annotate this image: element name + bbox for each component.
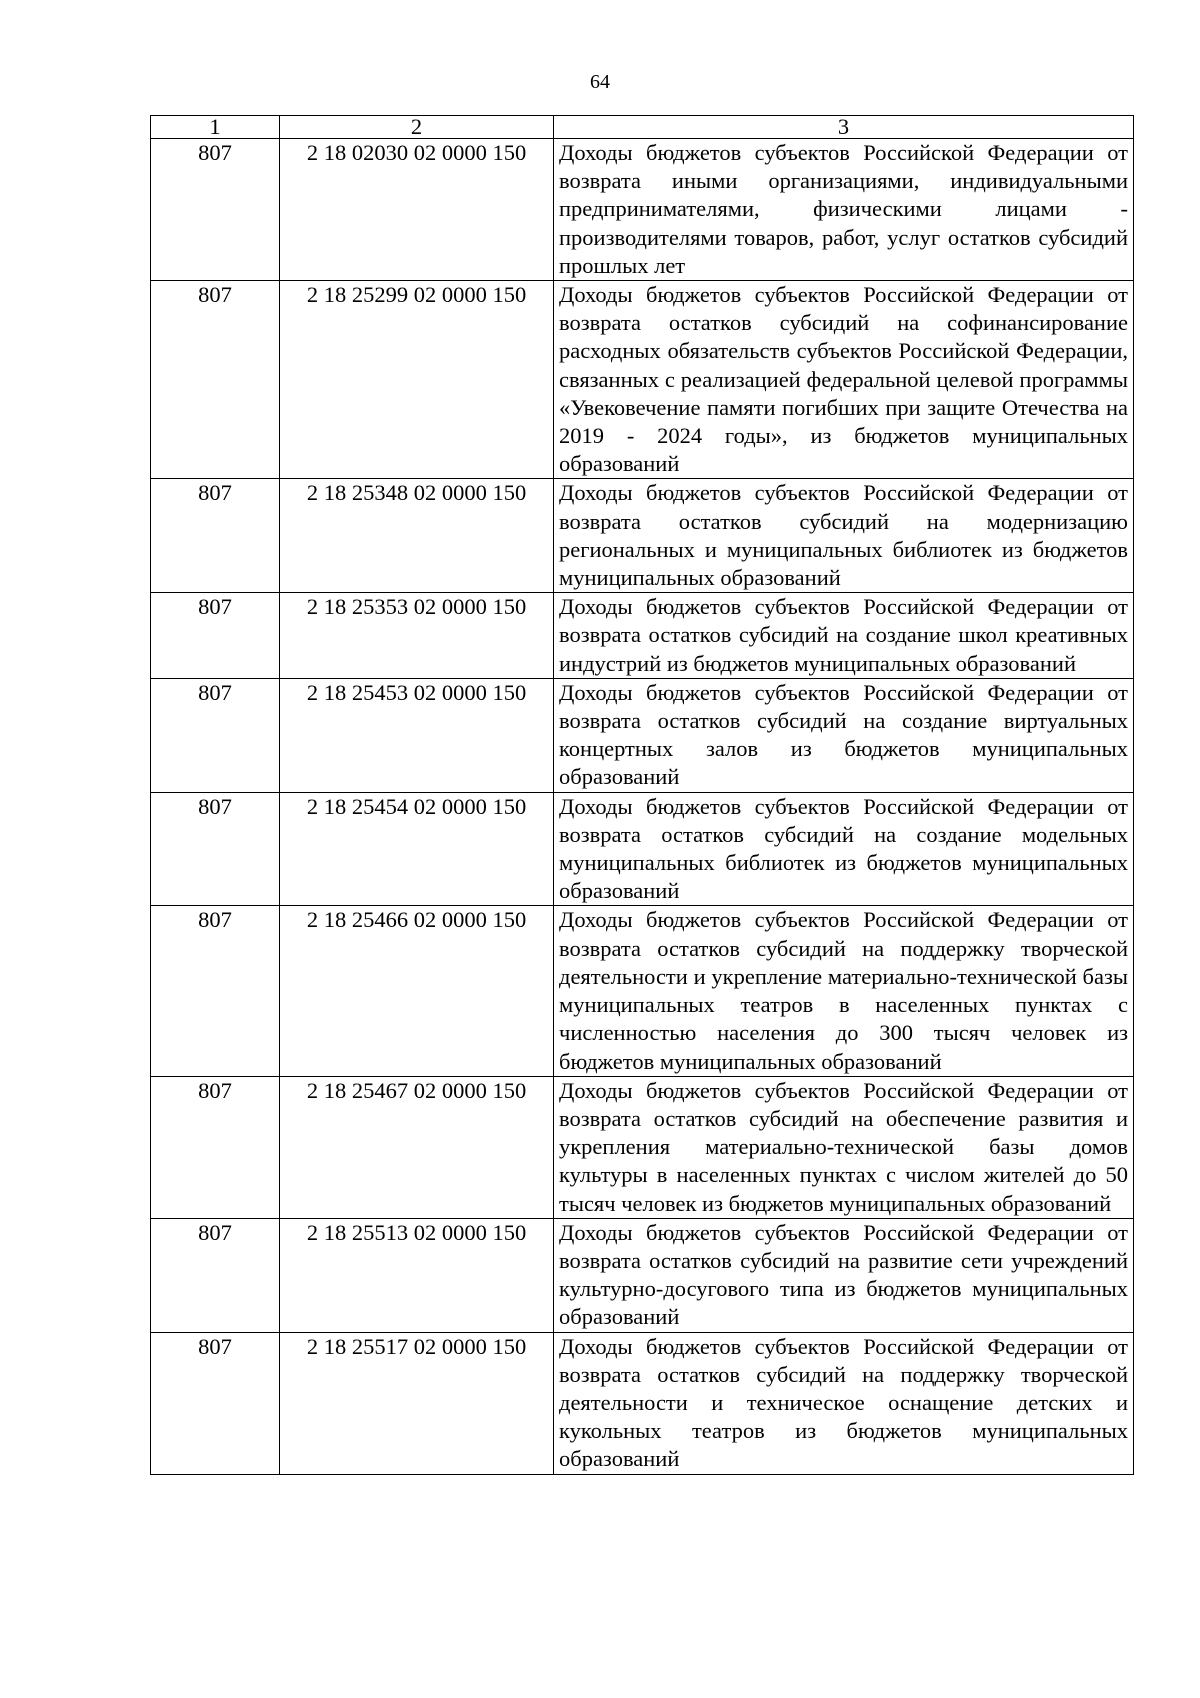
description-cell: Доходы бюджетов субъектов Российской Федерации от возврата остатков субсидий на создание школ креативных индустрий из бюджетов муниципальных образований [554,593,1134,679]
table-row [151,281,1134,479]
kbk-code-cell: 2 18 02030 02 0000 150 [280,139,554,281]
description-cell: Доходы бюджетов субъектов Российской Федерации от возврата иными организациями, индивидуальными предпринимателями, физическими лицами - производителями товаров, работ, услуг остатков субсидий прошлых лет [554,139,1134,281]
kbk-code-cell: 2 18 25299 02 0000 150 [280,281,554,479]
description-cell: Доходы бюджетов субъектов Российской Федерации от возврата остатков субсидий на обеспечение развития и укрепления материально-технической базы домов культуры в населенных пунктах с числом жителей до 50 тысяч человек из бюджетов муниципальных образований [554,1076,1134,1218]
admin-code-cell: 807 [151,678,280,792]
page-number: 64 [590,71,610,93]
kbk-code-cell: 2 18 25513 02 0000 150 [280,1218,554,1332]
table-header-row [151,116,1134,139]
kbk-code-cell: 2 18 25517 02 0000 150 [280,1332,554,1474]
description-cell: Доходы бюджетов субъектов Российской Федерации от возврата остатков субсидий на модернизацию региональных и муниципальных библиотек из бюджетов муниципальных образований [554,479,1134,593]
table-row [151,678,1134,792]
admin-code-cell: 807 [151,906,280,1076]
table-row [151,1332,1134,1474]
kbk-code-cell: 2 18 25454 02 0000 150 [280,792,554,906]
kbk-code-cell: 2 18 25353 02 0000 150 [280,593,554,679]
admin-code-cell: 807 [151,593,280,679]
admin-code-cell: 807 [151,281,280,479]
table-row [151,906,1134,1076]
table-row [151,1218,1134,1332]
admin-code-cell: 807 [151,479,280,593]
table-row [151,479,1134,593]
table-row [151,1076,1134,1218]
kbk-code-cell: 2 18 25466 02 0000 150 [280,906,554,1076]
description-cell: Доходы бюджетов субъектов Российской Федерации от возврата остатков субсидий на создание модельных муниципальных библиотек из бюджетов муниципальных образований [554,792,1134,906]
admin-code-cell: 807 [151,1076,280,1218]
admin-code-cell: 807 [151,139,280,281]
column-header-1: 1 [151,116,280,139]
kbk-code-cell: 2 18 25453 02 0000 150 [280,678,554,792]
description-cell: Доходы бюджетов субъектов Российской Федерации от возврата остатков субсидий на развитие сети учреждений культурно-досугового типа из бюджетов муниципальных образований [554,1218,1134,1332]
description-cell: Доходы бюджетов субъектов Российской Федерации от возврата остатков субсидий на софинансирование расходных обязательств субъектов Российской Федерации, связанных с реализацией федеральной целевой программы «Увековечение памяти погибших при защите Отечества на 2019 - 2024 годы», из бюджетов муниципальных образований [554,281,1134,479]
kbk-code-cell: 2 18 25348 02 0000 150 [280,479,554,593]
admin-code-cell: 807 [151,1218,280,1332]
table-row [151,139,1134,281]
table-row [151,792,1134,906]
admin-code-cell: 807 [151,1332,280,1474]
description-cell: Доходы бюджетов субъектов Российской Федерации от возврата остатков субсидий на поддержку творческой деятельности и техническое оснащение детских и кукольных театров из бюджетов муниципальных образований [554,1332,1134,1474]
column-header-2: 2 [280,116,554,139]
table-row [151,593,1134,679]
description-cell: Доходы бюджетов субъектов Российской Федерации от возврата остатков субсидий на создание виртуальных концертных залов из бюджетов муниципальных образований [554,678,1134,792]
revenue-codes-table [150,115,1134,1475]
column-header-3: 3 [554,116,1134,139]
kbk-code-cell: 2 18 25467 02 0000 150 [280,1076,554,1218]
description-cell: Доходы бюджетов субъектов Российской Федерации от возврата остатков субсидий на поддержку творческой деятельности и укрепление материально-технической базы муниципальных театров в населенных пунктах с численностью населения до 300 тысяч человек из бюджетов муниципальных образований [554,906,1134,1076]
admin-code-cell: 807 [151,792,280,906]
